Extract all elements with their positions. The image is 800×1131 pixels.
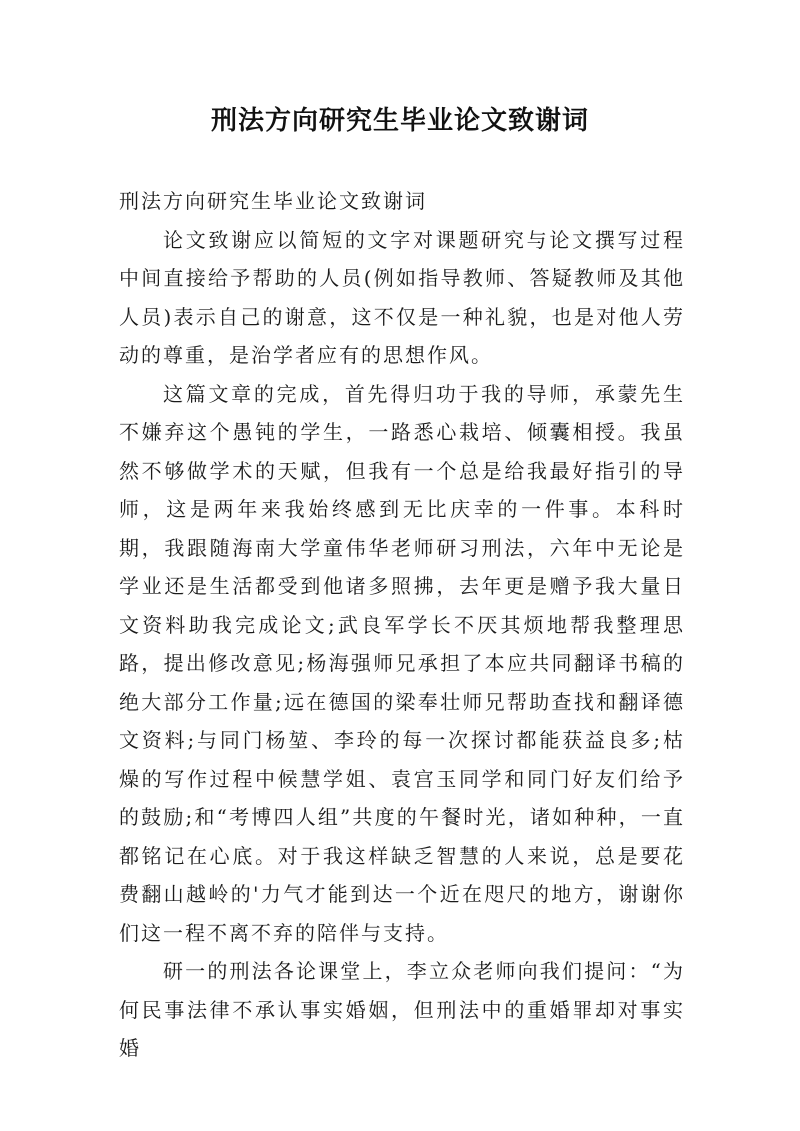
document-body <box>119 182 685 1068</box>
paragraph-1: 论文致谢应以简短的文字对课题研究与论文撰写过程中间直接给予帮助的人员(例如指导教师、答疑教师及其他人员)表示自己的谢意，这不仅是一种礼貌，也是对他人劳动的尊重，是治学者应有的思想作风。 <box>119 227 685 367</box>
paragraph-3: 研一的刑法各论课堂上，李立众老师向我们提问：“为何民事法律不承认事实婚姻，但刑法中的重婚罪却对事实婚 <box>119 959 685 1060</box>
paragraph-2: 这篇文章的完成，首先得归功于我的导师，承蒙先生不嫌弃这个愚钝的学生，一路悉心栽培、倾囊相授。我虽然不够做学术的天赋，但我有一个总是给我最好指引的导师，这是两年来我始终感到无比庆幸的一件事。本科时期，我跟随海南大学童伟华老师研习刑法，六年中无论是学业还是生活都受到他诸多照拂，去年更是赠予我大量日文资料助我完成论文;武良军学长不厌其烦地帮我整理思路，提出修改意见;杨海强师兄承担了本应共同翻译书稿的绝大部分工作量;远在德国的梁奉壮师兄帮助查找和翻译德文资料;与同门杨堃、李玲的每一次探讨都能获益良多;枯燥的写作过程中候慧学姐、袁宫玉同学和同门好友们给予的鼓励;和“考博四人组”共度的午餐时光，诸如种种，一直都铭记在心底。对于我这样缺乏智慧的人来说，总是要花费翻山越岭的'力气才能到达一个近在咫尺的地方，谢谢你们这一程不离不弃的陪伴与支持。 <box>119 381 685 945</box>
document-title: 刑法方向研究生毕业论文致谢词 <box>210 106 589 136</box>
document-subtitle: 刑法方向研究生毕业论文致谢词 <box>119 189 427 213</box>
